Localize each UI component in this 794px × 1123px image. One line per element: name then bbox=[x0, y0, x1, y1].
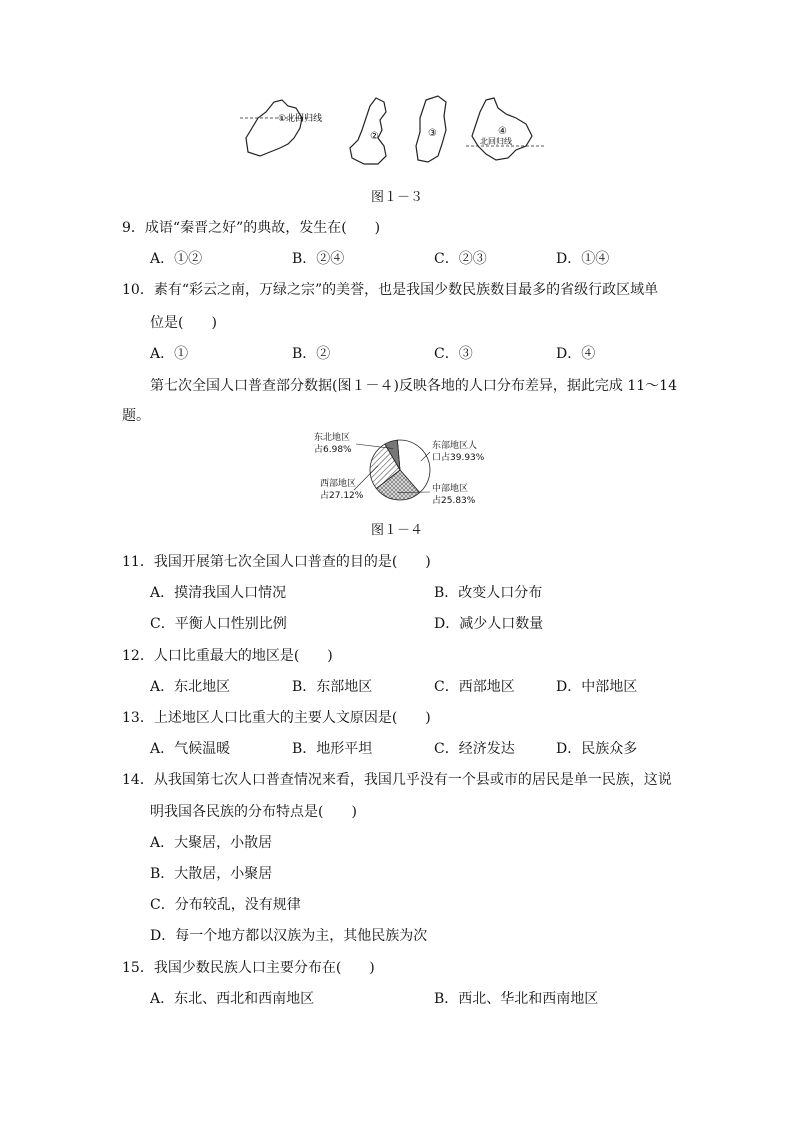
q14-option-b: B．大散居，小聚居 bbox=[150, 866, 273, 882]
question-14-stem-line1: 14．从我国第七次人口普查情况来看，我国几乎没有一个县或市的居民是单一民族，这说 bbox=[122, 772, 672, 788]
figure-1-4-caption: 图１－４ bbox=[370, 523, 423, 538]
q15-option-a: A．东北、西北和西南地区 bbox=[150, 991, 315, 1007]
question-10-stem-line2: 位是( ) bbox=[150, 315, 217, 331]
q9-option-d: D．①④ bbox=[556, 251, 610, 267]
question-12-stem: 12．人口比重最大的地区是( ) bbox=[122, 648, 333, 664]
label-dongbu-2: 口占39.93% bbox=[432, 453, 485, 463]
question-13-stem: 13．上述地区人口比重大的主要人文原因是( ) bbox=[122, 710, 431, 726]
label-dongbei-1: 东北地区 bbox=[314, 433, 351, 443]
q11-option-b: B．改变人口分布 bbox=[434, 585, 543, 601]
q13-option-b: B．地形平坦 bbox=[292, 741, 373, 757]
label-dongbu-1: 东部地区人 bbox=[432, 441, 478, 451]
intro-line1: 第七次全国人口普查部分数据(图１－４)反映各地的人口分布差异，据此完成 11～14 bbox=[150, 378, 678, 394]
q13-option-d: D．民族众多 bbox=[556, 741, 638, 757]
q13-option-c: C．经济发达 bbox=[434, 741, 515, 757]
q14-option-d: D．每一个地方都以汉族为主，其他民族为次 bbox=[150, 928, 428, 944]
q10-option-b: B．② bbox=[292, 346, 331, 362]
map1-label: ①北回归线 bbox=[278, 114, 323, 124]
q13-option-a: A．气候温暖 bbox=[150, 741, 231, 757]
question-11-stem: 11．我国开展第七次全国人口普查的目的是( ) bbox=[122, 554, 431, 570]
map2-label: ② bbox=[370, 131, 379, 142]
q14-option-a: A．大聚居，小散居 bbox=[150, 835, 273, 851]
label-xibu-1: 西部地区 bbox=[320, 479, 357, 489]
question-9-stem: 9．成语“秦晋之好”的典故，发生在( ) bbox=[122, 220, 381, 236]
province-maps-figure bbox=[240, 94, 550, 170]
population-pie-chart bbox=[300, 430, 500, 510]
q12-option-d: D．中部地区 bbox=[556, 679, 638, 695]
map4-line-label: 北回归线 bbox=[480, 137, 512, 146]
q9-option-b: B．②④ bbox=[292, 251, 345, 267]
q11-option-a: A．摸清我国人口情况 bbox=[150, 585, 287, 601]
q15-option-b: B．西北、华北和西南地区 bbox=[434, 991, 599, 1007]
label-zhongbu-1: 中部地区 bbox=[432, 484, 469, 494]
map4-label: ④ bbox=[498, 126, 507, 137]
q11-option-d: D．减少人口数量 bbox=[434, 616, 544, 632]
q12-option-b: B．东部地区 bbox=[292, 679, 373, 695]
question-14-stem-line2: 明我国各民族的分布特点是( ) bbox=[150, 804, 357, 820]
q10-option-a: A．① bbox=[150, 346, 189, 362]
map-guangdong-outline bbox=[246, 100, 302, 156]
figure-1-3-caption: 图１－３ bbox=[370, 190, 423, 205]
q9-option-c: C．②③ bbox=[434, 251, 487, 267]
q10-option-d: D．④ bbox=[556, 346, 596, 362]
map-shaanxi-outline bbox=[350, 98, 386, 164]
q9-option-a: A．①② bbox=[150, 251, 203, 267]
label-zhongbu-2: 占25.83% bbox=[432, 496, 476, 506]
q11-option-c: C．平衡人口性别比例 bbox=[150, 616, 287, 632]
q12-option-c: C．西部地区 bbox=[434, 679, 515, 695]
intro-line2: 题。 bbox=[122, 408, 150, 424]
question-15-stem: 15．我国少数民族人口主要分布在( ) bbox=[122, 960, 375, 976]
q10-option-c: C．③ bbox=[434, 346, 473, 362]
map3-label: ③ bbox=[428, 128, 437, 139]
q12-option-a: A．东北地区 bbox=[150, 679, 231, 695]
label-dongbei-2: 占6.98% bbox=[314, 445, 352, 455]
label-xibu-2: 占27.12% bbox=[320, 491, 364, 501]
q14-option-c: C．分布较乱，没有规律 bbox=[150, 897, 301, 913]
question-10-stem-line1: 10．素有“彩云之南，万绿之宗”的美誉，也是我国少数民族数目最多的省级行政区域单 bbox=[122, 282, 659, 298]
